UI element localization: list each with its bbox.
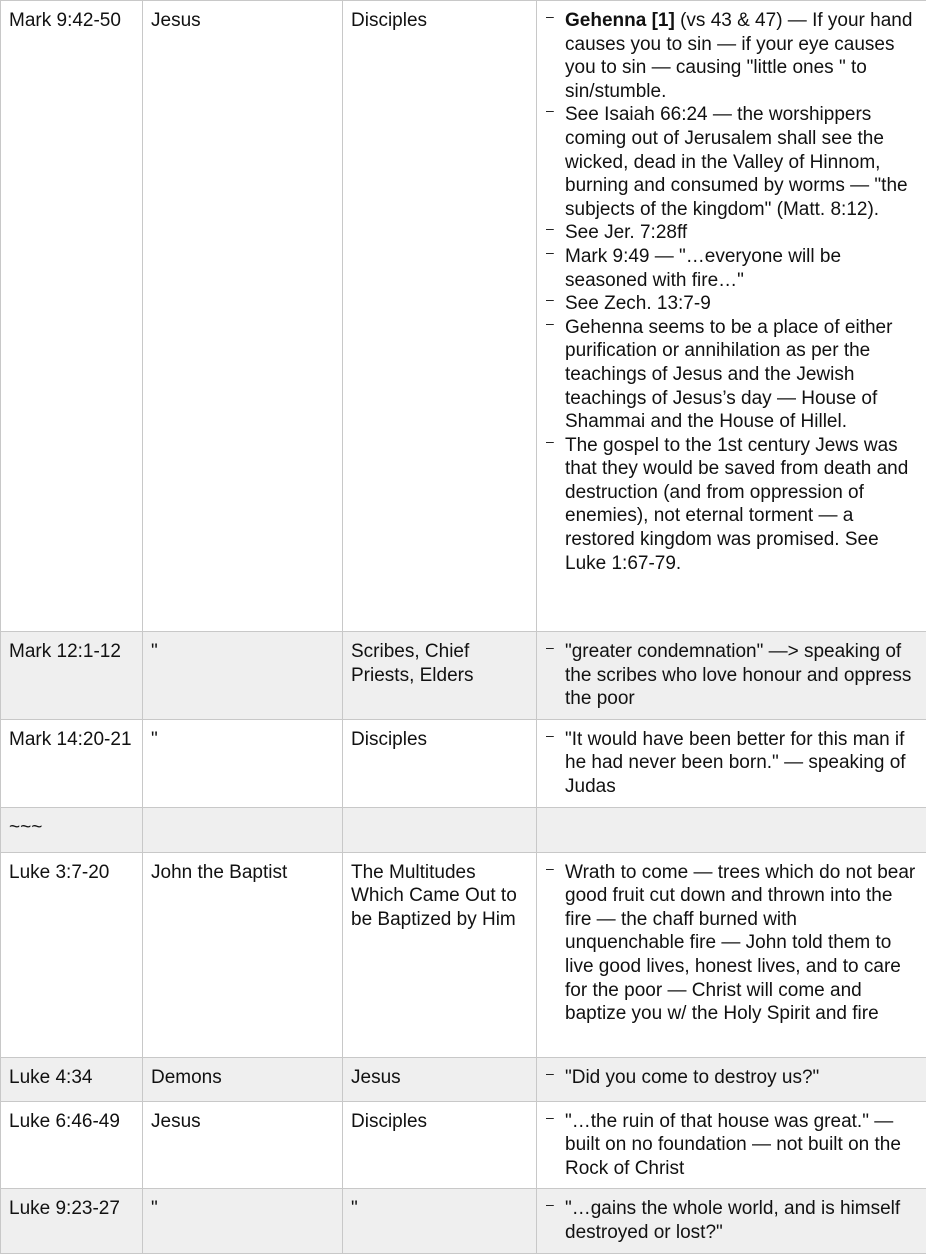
notes-cell: [537, 1, 926, 632]
speaker-cell: ": [143, 719, 343, 807]
audience-cell: Jesus: [343, 1057, 537, 1101]
note-text: (vs 43 & 47) — If your hand causes you to sin — if your eye causes you to sin — causing "little ones " to sin/stumble.: [565, 10, 912, 102]
speaker-cell: Jesus: [143, 1, 343, 632]
speaker-cell: ": [143, 632, 343, 720]
reference-cell: Luke 4:34: [1, 1057, 143, 1101]
notes-list: [543, 1110, 920, 1181]
note-item: – Gehenna seems to be a place of either purification or annihilation as per the teachings of Jesus and the Jewish teachings of Jesus’s day — House of Shammai and the House of Hillel.: [543, 316, 920, 434]
section-separator-cell: ~~~: [1, 807, 143, 852]
table-row: [1, 1, 926, 632]
notes-list: [543, 861, 920, 1026]
notes-list: [543, 1066, 920, 1090]
table-row: [1, 1057, 926, 1101]
note-item: – See Jer. 7:28ff: [543, 221, 920, 245]
reference-cell: Luke 9:23-27: [1, 1189, 143, 1253]
table-row: [1, 632, 926, 720]
speaker-cell: ": [143, 1189, 343, 1253]
table-row: [1, 807, 926, 852]
note-item: – "greater condemnation" —> speaking of the scribes who love honour and oppress the poor: [543, 640, 920, 711]
speaker-cell: John the Baptist: [143, 852, 343, 1057]
audience-cell: ": [343, 1189, 537, 1253]
note-item: – Mark 9:49 — "…everyone will be seasoned with fire…": [543, 245, 920, 292]
note-item: – "It would have been better for this man if he had never been born." — speaking of Judas: [543, 728, 920, 799]
note-item: – See Isaiah 66:24 — the worshippers coming out of Jerusalem shall see the wicked, dead in the Valley of Hinnom, burning and consumed by worms — "the subjects of the kingdom" (Matt. 8:12).: [543, 103, 920, 221]
reference-cell: Mark 14:20-21: [1, 719, 143, 807]
notes-list: [543, 640, 920, 711]
reference-cell: Luke 3:7-20: [1, 852, 143, 1057]
speaker-cell: Jesus: [143, 1101, 343, 1189]
table-row: [1, 719, 926, 807]
audience-cell: Disciples: [343, 719, 537, 807]
notes-list: [543, 728, 920, 799]
speaker-cell: [143, 807, 343, 852]
note-item: – "…the ruin of that house was great." — built on no foundation — not built on the Rock of Christ: [543, 1110, 920, 1181]
notes-cell: [537, 1101, 926, 1189]
notes-cell: [537, 852, 926, 1057]
notes-cell: [537, 1057, 926, 1101]
table-row: [1, 1101, 926, 1189]
notes-list: [543, 9, 920, 575]
note-item: – "…gains the whole world, and is himself destroyed or lost?": [543, 1197, 920, 1244]
audience-cell: Disciples: [343, 1101, 537, 1189]
notes-cell: [537, 1189, 926, 1253]
table-row: [1, 852, 926, 1057]
notes-cell: [537, 719, 926, 807]
speaker-cell: Demons: [143, 1057, 343, 1101]
gehenna-term: Gehenna [1]: [565, 10, 675, 31]
note-item: – See Zech. 13:7-9: [543, 292, 920, 316]
notes-cell: [537, 807, 926, 852]
audience-cell: Scribes, Chief Priests, Elders: [343, 632, 537, 720]
table-row: [1, 1189, 926, 1253]
notes-list: [543, 1197, 920, 1244]
note-item: – "Did you come to destroy us?": [543, 1066, 920, 1090]
audience-cell: The Multitudes Which Came Out to be Baptized by Him: [343, 852, 537, 1057]
reference-cell: Mark 9:42-50: [1, 1, 143, 632]
audience-cell: Disciples: [343, 1, 537, 632]
note-item: – The gospel to the 1st century Jews was that they would be saved from death and destruction (and from oppression of enemies), not eternal torment — a restored kingdom was promised. See Luke 1:67-79.: [543, 434, 920, 576]
notes-cell: [537, 632, 926, 720]
reference-cell: Mark 12:1-12: [1, 632, 143, 720]
reference-cell: Luke 6:46-49: [1, 1101, 143, 1189]
audience-cell: [343, 807, 537, 852]
note-item: [543, 9, 920, 103]
note-item: – Wrath to come — trees which do not bear good fruit cut down and thrown into the fire — the chaff burned with unquenchable fire — John told them to live good lives, honest lives, and to care for the poor — Christ will come and baptize you w/ the Holy Spirit and fire: [543, 861, 920, 1026]
